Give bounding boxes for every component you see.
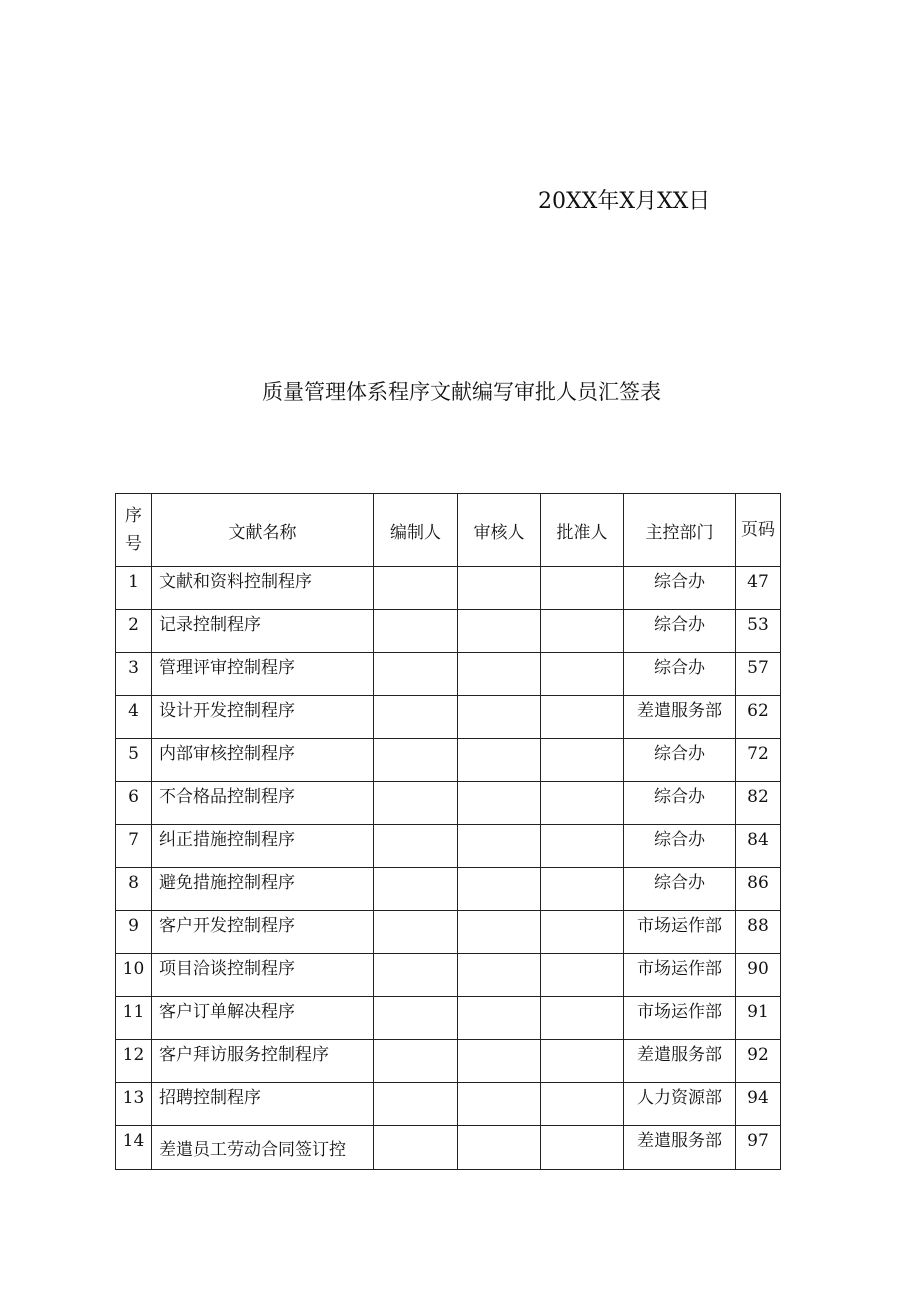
cell-doc-name: 客户订单解决程序 [152,997,374,1040]
table-row [116,954,781,997]
cell-dept: 综合办 [624,825,736,868]
cell-compiler [374,1126,458,1170]
table-row [116,825,781,868]
cell-dept: 综合办 [624,567,736,610]
cell-reviewer [458,653,541,696]
cell-no: 4 [116,696,152,739]
cell-compiler [374,825,458,868]
cell-reviewer [458,782,541,825]
table-row [116,782,781,825]
cell-no: 1 [116,567,152,610]
table-row [116,1083,781,1126]
table-row [116,997,781,1040]
cell-reviewer [458,911,541,954]
cell-doc-name: 纠正措施控制程序 [152,825,374,868]
cell-doc-name: 文献和资料控制程序 [152,567,374,610]
cell-doc-name: 差遣员工劳动合同签订控 [152,1126,374,1170]
cell-doc-name: 管理评审控制程序 [152,653,374,696]
cell-page: 82 [736,782,781,825]
cell-approver [541,997,624,1040]
cell-reviewer [458,997,541,1040]
cell-no: 6 [116,782,152,825]
cell-no: 11 [116,997,152,1040]
table-row [116,911,781,954]
cell-doc-name: 设计开发控制程序 [152,696,374,739]
cell-approver [541,954,624,997]
cell-page: 88 [736,911,781,954]
cell-approver [541,1126,624,1170]
cell-dept: 差遣服务部 [624,1126,736,1170]
cell-page: 53 [736,610,781,653]
cell-dept: 市场运作部 [624,911,736,954]
cell-reviewer [458,954,541,997]
table-row [116,868,781,911]
cell-dept: 市场运作部 [624,997,736,1040]
cell-approver [541,696,624,739]
header-reviewer: 审核人 [458,494,541,567]
cell-no: 3 [116,653,152,696]
cell-dept: 综合办 [624,868,736,911]
cell-page: 57 [736,653,781,696]
header-page: 页码 [736,494,781,567]
cell-dept: 综合办 [624,610,736,653]
cell-reviewer [458,1083,541,1126]
cell-doc-name: 客户开发控制程序 [152,911,374,954]
cell-page: 84 [736,825,781,868]
cell-approver [541,1040,624,1083]
cell-no: 9 [116,911,152,954]
cell-page: 62 [736,696,781,739]
page-title: 质量管理体系程序文献编写审批人员汇签表 [262,380,661,404]
cell-page: 90 [736,954,781,997]
cell-compiler [374,997,458,1040]
document-date: 20XX年X月XX日 [538,189,711,214]
cell-approver [541,868,624,911]
cell-dept: 综合办 [624,782,736,825]
table-row [116,653,781,696]
cell-approver [541,911,624,954]
table-row [116,1126,781,1170]
cell-no: 10 [116,954,152,997]
cell-compiler [374,1040,458,1083]
cell-approver [541,1083,624,1126]
cell-doc-name: 避免措施控制程序 [152,868,374,911]
cell-doc-name: 项目洽谈控制程序 [152,954,374,997]
cell-reviewer [458,825,541,868]
cell-page: 91 [736,997,781,1040]
cell-compiler [374,1083,458,1126]
cell-approver [541,567,624,610]
cell-page: 92 [736,1040,781,1083]
cell-approver [541,653,624,696]
cell-no: 12 [116,1040,152,1083]
cell-approver [541,610,624,653]
cell-compiler [374,739,458,782]
cell-doc-name: 客户拜访服务控制程序 [152,1040,374,1083]
cell-dept: 差遣服务部 [624,1040,736,1083]
cell-reviewer [458,696,541,739]
cell-compiler [374,696,458,739]
header-no: 序号 [116,494,152,567]
cell-page: 72 [736,739,781,782]
cell-approver [541,739,624,782]
cell-page: 97 [736,1126,781,1170]
cell-dept: 综合办 [624,653,736,696]
cell-doc-name: 内部审核控制程序 [152,739,374,782]
table-row [116,567,781,610]
cell-compiler [374,954,458,997]
cell-reviewer [458,610,541,653]
cell-doc-name: 不合格品控制程序 [152,782,374,825]
header-name: 文献名称 [152,494,374,567]
cell-page: 86 [736,868,781,911]
cell-doc-name: 记录控制程序 [152,610,374,653]
cell-reviewer [458,1126,541,1170]
cell-no: 5 [116,739,152,782]
cell-approver [541,825,624,868]
cell-dept: 差遣服务部 [624,696,736,739]
cell-doc-name: 招聘控制程序 [152,1083,374,1126]
cell-reviewer [458,739,541,782]
cell-page: 47 [736,567,781,610]
table-row [116,739,781,782]
cell-compiler [374,782,458,825]
table-row [116,1040,781,1083]
cell-dept: 人力资源部 [624,1083,736,1126]
cell-reviewer [458,1040,541,1083]
cell-compiler [374,868,458,911]
cell-no: 13 [116,1083,152,1126]
cell-no: 14 [116,1126,152,1170]
approval-sign-table [115,493,781,1170]
cell-no: 8 [116,868,152,911]
cell-dept: 市场运作部 [624,954,736,997]
cell-compiler [374,911,458,954]
header-compiler: 编制人 [374,494,458,567]
cell-compiler [374,653,458,696]
cell-no: 2 [116,610,152,653]
cell-reviewer [458,868,541,911]
cell-reviewer [458,567,541,610]
table-row [116,610,781,653]
table-header-row [116,494,781,567]
cell-page: 94 [736,1083,781,1126]
cell-compiler [374,567,458,610]
header-approver: 批准人 [541,494,624,567]
cell-compiler [374,610,458,653]
cell-approver [541,782,624,825]
table-row [116,696,781,739]
cell-no: 7 [116,825,152,868]
cell-dept: 综合办 [624,739,736,782]
header-dept: 主控部门 [624,494,736,567]
